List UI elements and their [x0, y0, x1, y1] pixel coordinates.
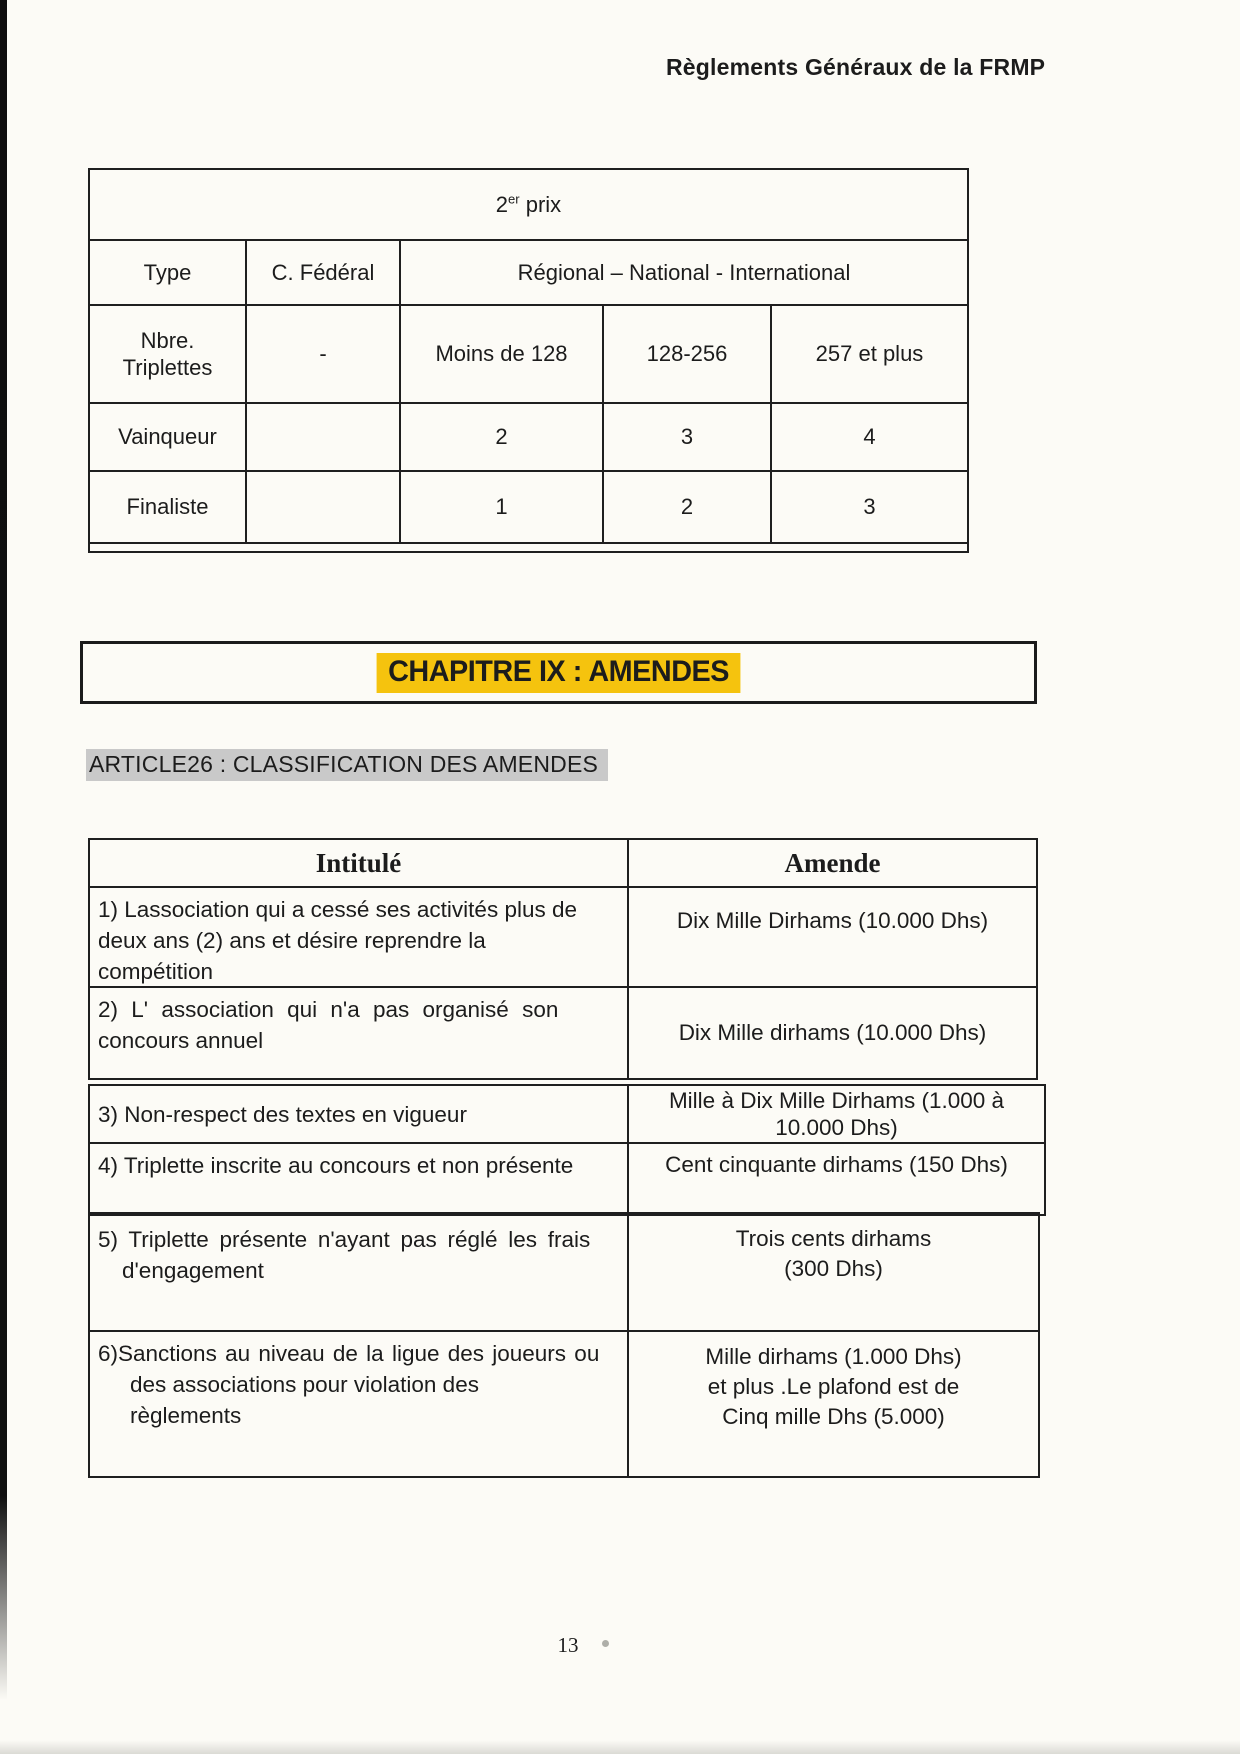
fine-row-2-intitule: 2) L' association qui n'a pas organisé son concours annuel — [90, 986, 627, 1078]
prize-title: 2er prix — [495, 191, 562, 217]
cell-regional-merged: Régional – National - International — [399, 239, 967, 304]
document-header-title: Règlements Généraux de la FRMP — [666, 54, 1046, 80]
article-title: ARTICLE26 : CLASSIFICATION DES AMENDES — [86, 749, 608, 781]
cell-nbre-257plus: 257 et plus — [770, 304, 967, 402]
chapter-box — [80, 641, 1037, 704]
cell-type-label: Type — [90, 239, 245, 304]
cell-nbre-moins128: Moins de 128 — [399, 304, 602, 402]
cell-vainqueur-label: Vainqueur — [90, 402, 245, 470]
cell-vainqueur-v2: 3 — [602, 402, 770, 470]
fine-row-5-intitule: 5) Triplette présente n'ayant pas réglé les frais d'engagement — [98, 1227, 591, 1283]
cell-vainqueur-federal — [245, 402, 399, 470]
fine-row-1-intitule: 1) Lassociation qui a cessé ses activités plus de deux ans (2) ans et désire reprendre la compétition — [90, 886, 627, 986]
prize-table — [88, 168, 969, 553]
cell-federal-label: C. Fédéral — [245, 239, 399, 304]
cell-finaliste-v3: 3 — [770, 470, 967, 542]
fine-row-2-amende: Dix Mille dirhams (10.000 Dhs) — [627, 986, 1036, 1078]
cell-nbre-label: Nbre. Triplettes — [90, 304, 245, 402]
prize-table-bottom-strip — [90, 542, 967, 551]
fine-row-4-intitule: 4) Triplette inscrite au concours et non présente — [90, 1142, 627, 1214]
cell-vainqueur-v3: 4 — [770, 402, 967, 470]
cell-finaliste-v2: 2 — [602, 470, 770, 542]
fines-table-block-c — [88, 1212, 1040, 1478]
cell-finaliste-label: Finaliste — [90, 470, 245, 542]
prize-table-title-cell — [90, 170, 967, 239]
cell-vainqueur-v1: 2 — [399, 402, 602, 470]
fine-row-6-intitule: 6)Sanctions au niveau de la ligue des joueurs ou des associations pour violation des règlements — [90, 1330, 627, 1476]
fine-row-3-intitule: 3) Non-respect des textes en vigueur — [98, 1101, 467, 1127]
fine-row-6-amende: Mille dirhams (1.000 Dhs) et plus .Le plafond est de Cinq mille Dhs (5.000) — [627, 1330, 1038, 1476]
cell-nbre-128-256: 128-256 — [602, 304, 770, 402]
fine-row-1-amende: Dix Mille Dirhams (10.000 Dhs) — [627, 886, 1036, 986]
scan-bottom-shadow — [0, 1740, 1240, 1754]
scan-edge-artifact — [0, 0, 7, 1700]
fines-header-intitule: Intitulé — [315, 847, 402, 878]
fine-row-3-amende: Mille à Dix Mille Dirhams (1.000 à 10.000 Dhs) — [627, 1086, 1044, 1142]
cell-nbre-federal: - — [245, 304, 399, 402]
fine-row-4-amende: Cent cinquante dirhams (150 Dhs) — [627, 1142, 1044, 1214]
fines-header-amende: Amende — [627, 840, 1036, 886]
page-number-dot — [602, 1640, 609, 1647]
chapter-title: CHAPITRE IX : AMENDES — [377, 653, 741, 693]
cell-finaliste-v1: 1 — [399, 470, 602, 542]
fines-table-block-b — [88, 1084, 1046, 1216]
cell-finaliste-federal — [245, 470, 399, 542]
page-number: 13 — [557, 1633, 579, 1657]
fines-table-block-a — [88, 838, 1038, 1080]
fine-row-5-amende: Trois cents dirhams (300 Dhs) — [627, 1214, 1038, 1330]
